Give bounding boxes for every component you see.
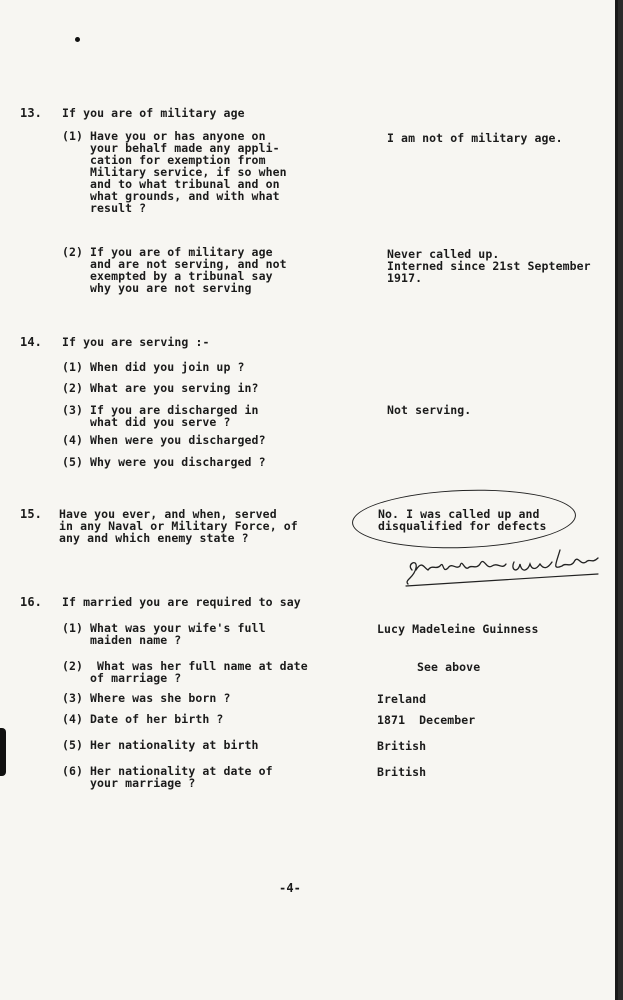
q16-item-label: (2) <box>62 659 84 673</box>
q14-item-text: Why were you discharged ? <box>90 455 266 469</box>
q15-number: 15. <box>20 507 42 521</box>
q16-item-label: (1) <box>62 621 84 635</box>
q16-item-label: (5) <box>62 738 84 752</box>
q16-item-text: Her nationality at birth <box>90 738 259 752</box>
q14-item-text: If you are discharged in what did you serve ? <box>90 403 259 429</box>
q16-item-answer: See above <box>417 660 481 674</box>
q13-sub1-label: (1) <box>62 129 84 143</box>
q13-sub2-question: If you are of military age and are not serving, and not exempted by a tribunal say why you are not serving <box>90 245 287 295</box>
q16-item-answer: Lucy Madeleine Guinness <box>377 622 539 636</box>
q16-item-answer: 1871 December <box>377 713 476 727</box>
q15-answer: No. I was called up and disqualified for defects <box>378 507 547 533</box>
q14-item-text: When were you discharged? <box>90 433 266 447</box>
q16-item-text: What was her full name at date of marriage ? <box>90 659 308 685</box>
q16-item-label: (3) <box>62 691 84 705</box>
q14-item-text: When did you join up ? <box>90 360 245 374</box>
q14-title: If you are serving :- <box>62 335 210 349</box>
q13-sub1-question: Have you or has anyone on your behalf made any appli- cation for exemption from Military service, if so when and to what tribunal and on what grounds, and with what result ? <box>90 129 287 215</box>
q16-item-text: Where was she born ? <box>90 691 231 705</box>
q16-item-text: Date of her birth ? <box>90 712 224 726</box>
q16-item-text: What was your wife's full maiden name ? <box>90 621 266 647</box>
q14-number: 14. <box>20 335 42 349</box>
q16-item-answer: British <box>377 739 427 753</box>
q15-question: Have you ever, and when, served in any Naval or Military Force, of any and which enemy state ? <box>59 507 298 545</box>
q16-item-label: (4) <box>62 712 84 726</box>
q13-title: If you are of military age <box>62 106 245 120</box>
q13-sub2-answer: Never called up. Interned since 21st September 1917. <box>387 247 591 285</box>
q13-sub2-label: (2) <box>62 245 84 259</box>
q16-title: If married you are required to say <box>62 595 301 609</box>
q13-number: 13. <box>20 106 42 120</box>
q16-item-label: (6) <box>62 764 84 778</box>
q14-item-text: What are you serving in? <box>90 381 259 395</box>
q14-item-label: (1) <box>62 360 84 374</box>
q14-item-label: (5) <box>62 455 84 469</box>
q16-item-text: Her nationality at date of your marriage ? <box>90 764 273 790</box>
q16-number: 16. <box>20 595 42 609</box>
handwritten-note <box>402 540 602 590</box>
q14-item-label: (3) <box>62 403 84 417</box>
q14-answer: Not serving. <box>387 403 472 417</box>
q14-item-label: (4) <box>62 433 84 447</box>
page-number: -4- <box>279 881 301 895</box>
q16-item-answer: British <box>377 765 427 779</box>
ink-dot <box>75 37 80 42</box>
binding-mark <box>0 728 6 776</box>
q16-item-answer: Ireland <box>377 692 427 706</box>
q13-sub1-answer: I am not of military age. <box>387 131 563 145</box>
q14-item-label: (2) <box>62 381 84 395</box>
